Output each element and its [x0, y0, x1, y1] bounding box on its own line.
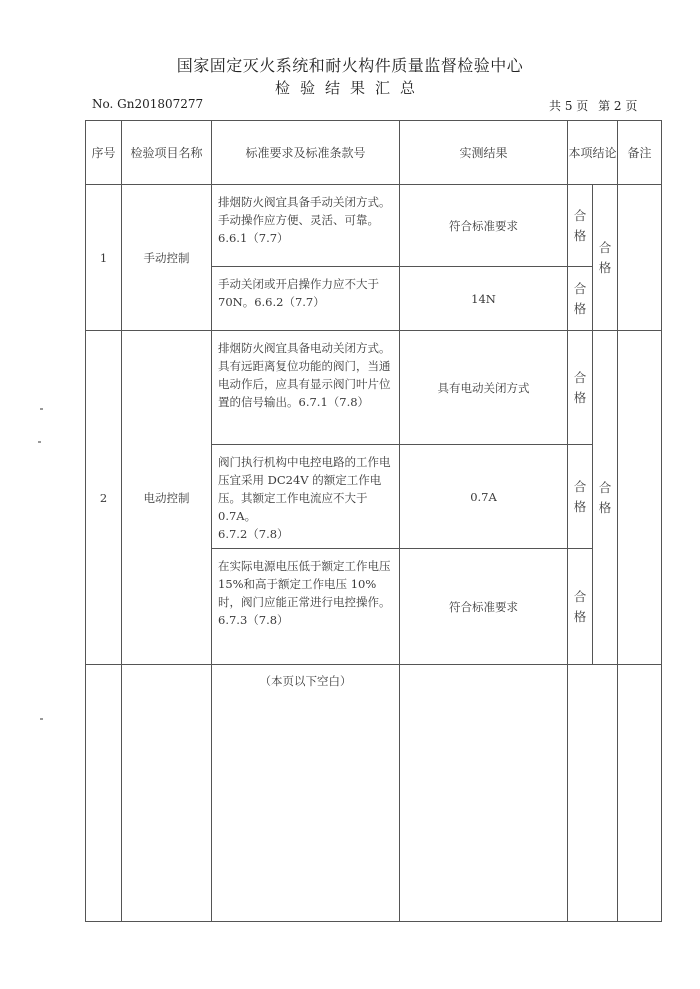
result-cell: 14N [400, 267, 568, 331]
result-cell: 符合标准要求 [400, 185, 568, 267]
requirement-cell: 排烟防火阀宜具备手动关闭方式。手动操作应方便、灵活、可靠。6.6.1（7.7） [212, 185, 400, 267]
header-seq: 序号 [86, 121, 122, 185]
document-number: No. Gn201807277 [92, 97, 204, 111]
requirement-clause: 6.7.2（7.8） [218, 527, 289, 541]
blank-note: （本页以下空白） [212, 665, 400, 922]
doc-title: 检验结果汇总 [274, 79, 425, 97]
conclusion-cell [593, 185, 618, 331]
requirement-cell [212, 445, 400, 549]
remark-cell [618, 185, 662, 331]
header-standard: 标准要求及标准条款号 [212, 121, 400, 185]
row-verdict-cell [568, 267, 593, 331]
requirement-cell [212, 549, 400, 665]
table-header-row [86, 121, 662, 185]
requirement-clause: 6.7.3（7.8） [218, 613, 289, 627]
remark-cell [618, 331, 662, 665]
org-title: 国家固定灭火系统和耐火构件质量监督检验中心 [176, 56, 524, 75]
blank-cell [568, 665, 618, 922]
current-page: 第 2 页 [598, 99, 638, 113]
row-verdict: 合格 [573, 478, 587, 514]
row-verdict: 合格 [573, 588, 587, 624]
group-conclusion: 合格 [598, 239, 612, 275]
scan-mark [38, 441, 41, 443]
result-cell: 符合标准要求 [400, 549, 568, 665]
row-verdict: 合格 [573, 369, 587, 405]
conclusion-cell [593, 331, 618, 665]
row-verdict-cell [568, 331, 593, 445]
scan-mark [40, 408, 43, 410]
requirement-cell: 排烟防火阀宜具备电动关闭方式。具有远距离复位功能的阀门，当通电动作后，应具有显示阀门叶片位置的信号输出。6.7.1（7.8） [212, 331, 400, 445]
item-cell: 手动控制 [122, 185, 212, 331]
header-item: 检验项目名称 [122, 121, 212, 185]
total-pages: 共 5 页 [549, 99, 589, 113]
blank-cell [400, 665, 568, 922]
row-verdict-cell [568, 549, 593, 665]
scan-mark [40, 718, 43, 720]
row-verdict: 合格 [573, 207, 587, 243]
blank-row [86, 665, 662, 922]
table-row [86, 331, 662, 445]
seq-cell: 1 [86, 185, 122, 331]
seq-cell: 2 [86, 331, 122, 665]
row-verdict-cell [568, 185, 593, 267]
row-verdict-cell [568, 445, 593, 549]
requirement-text: 在实际电源电压低于额定工作电压 15%和高于额定工作电压 10%时，阀门应能正常进行电控操作。 [218, 559, 391, 609]
blank-cell [122, 665, 212, 922]
results-table [85, 120, 662, 922]
requirement-text: 阀门执行机构中电控电路的工作电压宜采用 DC24V 的额定工作电压。其额定工作电流应不大于 0.7A。 [218, 455, 391, 523]
result-cell: 0.7A [400, 445, 568, 549]
row-verdict: 合格 [573, 280, 587, 316]
header-remark: 备注 [618, 121, 662, 185]
table-row [86, 185, 662, 267]
header-conclusion: 本项结论 [568, 121, 618, 185]
group-conclusion: 合格 [598, 479, 612, 515]
item-cell: 电动控制 [122, 331, 212, 665]
result-cell: 具有电动关闭方式 [400, 331, 568, 445]
blank-cell [86, 665, 122, 922]
header-result: 实测结果 [400, 121, 568, 185]
requirement-cell: 手动关闭或开启操作力应不大于 70N。6.6.2（7.7） [212, 267, 400, 331]
page-info [546, 97, 640, 114]
blank-cell [618, 665, 662, 922]
